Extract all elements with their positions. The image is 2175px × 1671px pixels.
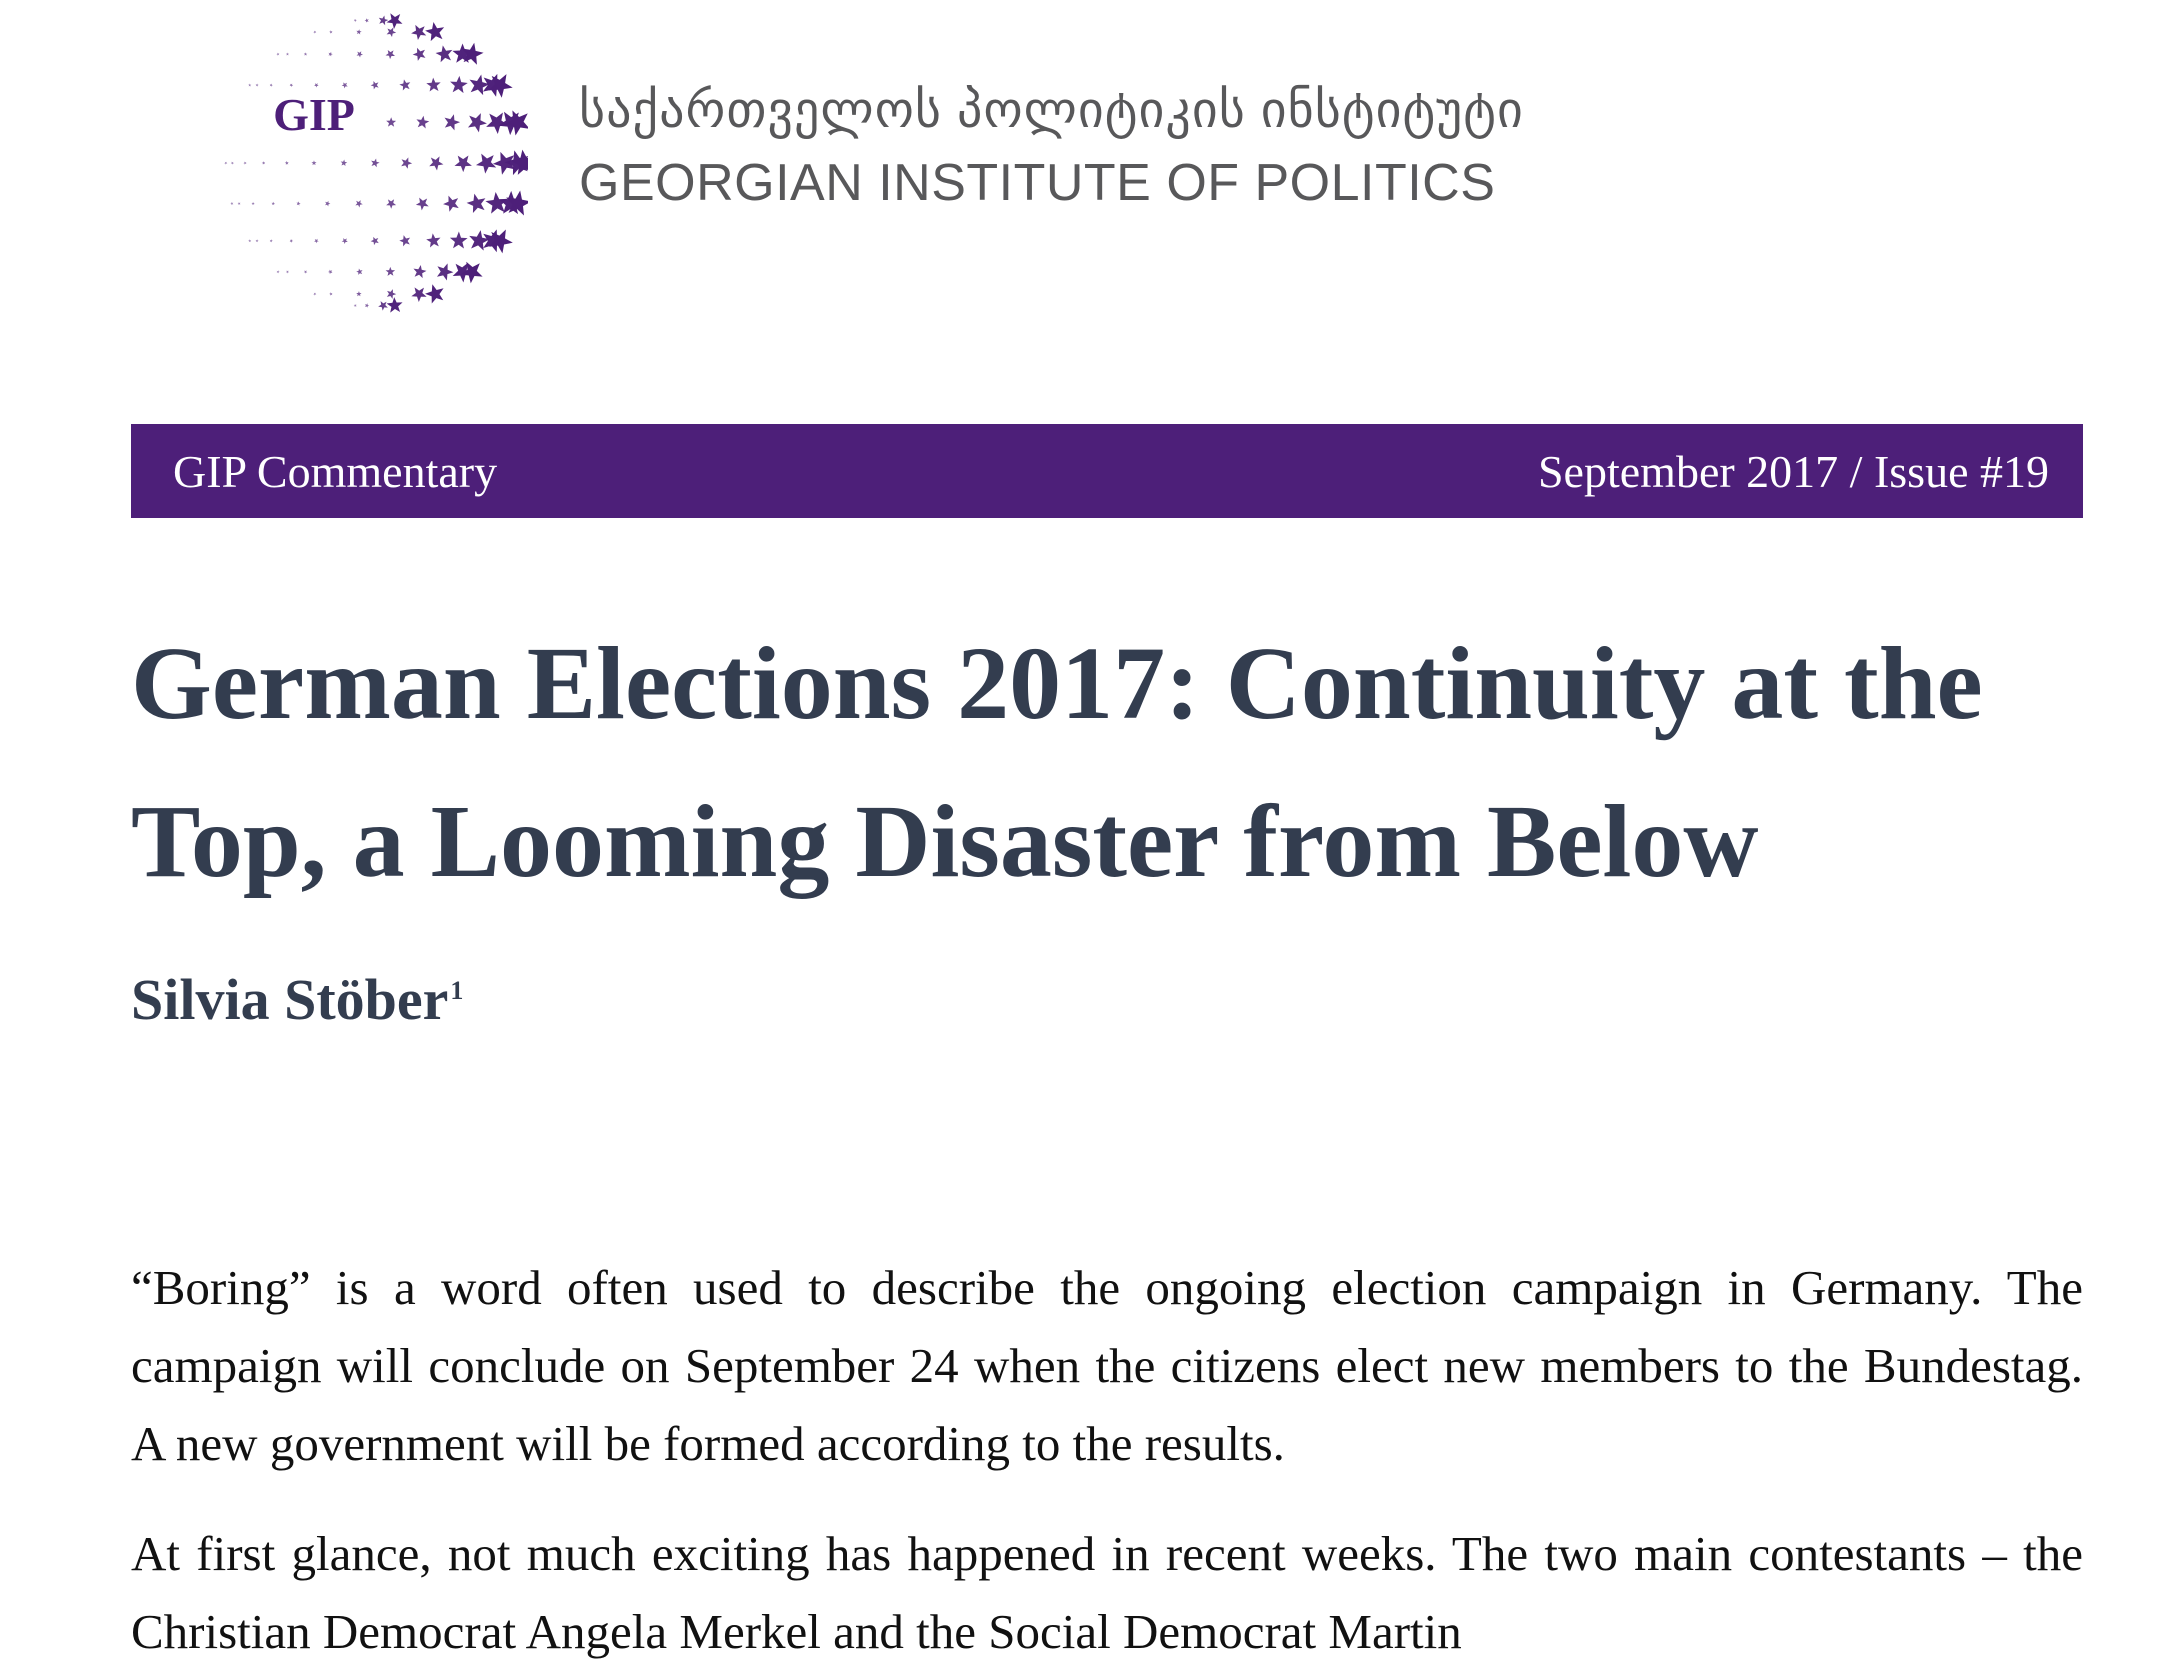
logo-star-icon [296, 201, 300, 205]
logo-star-icon [413, 48, 426, 61]
logo-star-icon [286, 53, 289, 56]
logo-star-icon [387, 289, 396, 299]
logo-star-icon [290, 239, 294, 243]
banner-series-label: GIP Commentary [173, 445, 498, 497]
body-paragraph: At first glance, not much exciting has happened in recent weeks. The two main contestants – the Christian Democrat Angela Merkel and the Social Democrat Martin [131, 1526, 2083, 1659]
commentary-banner [131, 424, 2083, 518]
logo-star-icon [399, 79, 410, 90]
logo-star-icon [313, 293, 316, 296]
logo-star-icon [386, 117, 396, 127]
logo-star-icon [252, 202, 255, 205]
logo-star-icon [426, 233, 440, 247]
article-title: German Elections 2017: Continuity at the Top, a Looming Disaster from Below [131, 626, 1983, 899]
organization-name [579, 70, 1524, 216]
logo-star-icon [445, 114, 461, 130]
logo-star-icon [476, 154, 496, 174]
logo-star-icon [365, 303, 369, 307]
logo-star-icon [371, 237, 379, 245]
logo-star-icon [238, 202, 241, 205]
logo-star-icon [356, 291, 361, 296]
body-paragraph: “Boring” is a word often used to describe the ongoing election campaign in Germany. The campaign will conclude on September 24 when the citizens elect new members to the Bundestag. A new government will be formed according to the results. [131, 1260, 2083, 1471]
logo-star-icon [411, 25, 426, 40]
logo-text: GIP [273, 89, 355, 140]
gip-logo-globe-icon [222, 12, 528, 314]
author-name: Silvia Stöber [131, 967, 449, 1032]
logo-star-icon [354, 19, 357, 22]
logo-star-icon [467, 194, 486, 213]
logo-star-icon [329, 52, 333, 56]
logo-star-icon [270, 239, 273, 242]
logo-star-icon [425, 22, 444, 41]
logo-star-icon [429, 156, 443, 170]
logo-star-icon [314, 83, 319, 87]
logo-star-icon [413, 265, 426, 278]
logo-star-icon [248, 239, 251, 242]
logo-star-icon [357, 51, 363, 57]
organization-name-georgian: საქართველოს პოლიტიკის ინსტიტუტი [579, 82, 1524, 138]
logo-star-icon [286, 270, 289, 273]
logo-star-icon [311, 160, 316, 165]
logo-star-icon [224, 162, 227, 165]
logo-star-icon [342, 82, 348, 88]
logo-star-icon [365, 18, 369, 22]
logo-star-icon [387, 297, 403, 313]
logo-star-icon [386, 267, 395, 276]
gip-logo [222, 12, 528, 314]
logo-star-icon [276, 53, 279, 56]
logo-star-icon [386, 50, 395, 59]
author-footnote-marker: 1 [450, 975, 464, 1005]
logo-star-icon [454, 156, 471, 173]
logo-star-icon [401, 157, 412, 168]
logo-star-icon [437, 263, 453, 280]
logo-star-icon [285, 161, 289, 165]
logo-star-icon [248, 84, 251, 87]
logo-star-icon [329, 292, 332, 295]
logo-star-icon [371, 159, 379, 168]
logo-star-icon [270, 84, 273, 87]
logo-star-icon [230, 202, 233, 205]
logo-star-icon [272, 202, 276, 205]
article-author [131, 960, 463, 1040]
logo-star-icon [416, 116, 429, 129]
logo-star-icon [425, 284, 444, 303]
logo-star-icon [256, 84, 259, 87]
logo-star-icon [231, 162, 234, 165]
logo-star-icon [470, 75, 490, 96]
logo-star-icon [450, 76, 468, 93]
banner-issue-label: September 2017 / Issue #19 [1537, 445, 2049, 497]
logo-star-icon [399, 235, 410, 246]
logo-star-icon [355, 200, 362, 207]
logo-star-icon [256, 239, 259, 242]
logo-star-icon [387, 13, 403, 29]
logo-star-icon [371, 81, 379, 89]
logo-star-icon [342, 238, 348, 244]
logo-star-icon [277, 270, 280, 273]
logo-star-icon [386, 199, 396, 209]
organization-name-english: GEORGIAN INSTITUTE OF POLITICS [579, 154, 1496, 212]
logo-star-icon [304, 270, 307, 273]
logo-star-icon [411, 287, 426, 302]
logo-star-icon [304, 52, 307, 55]
logo-stars [224, 13, 528, 312]
logo-star-icon [387, 27, 397, 37]
logo-star-icon [354, 304, 357, 307]
logo-star-icon [356, 29, 361, 34]
logo-star-icon [469, 230, 489, 250]
logo-star-icon [356, 269, 362, 275]
logo-star-icon [450, 232, 468, 249]
logo-star-icon [379, 15, 388, 25]
logo-star-icon [313, 31, 316, 34]
logo-star-icon [378, 301, 388, 311]
logo-star-icon [290, 83, 294, 87]
logo-star-icon [314, 239, 319, 243]
logo-star-icon [329, 30, 332, 33]
logo-star-icon [468, 113, 487, 132]
logo-star-icon [243, 161, 246, 164]
logo-star-icon [436, 45, 453, 62]
logo-star-icon [325, 201, 330, 207]
logo-star-icon [341, 160, 348, 167]
logo-star-icon [262, 161, 265, 164]
logo-star-icon [443, 196, 459, 212]
logo-star-icon [328, 270, 332, 274]
logo-star-icon [416, 198, 429, 211]
logo-star-icon [426, 78, 440, 92]
